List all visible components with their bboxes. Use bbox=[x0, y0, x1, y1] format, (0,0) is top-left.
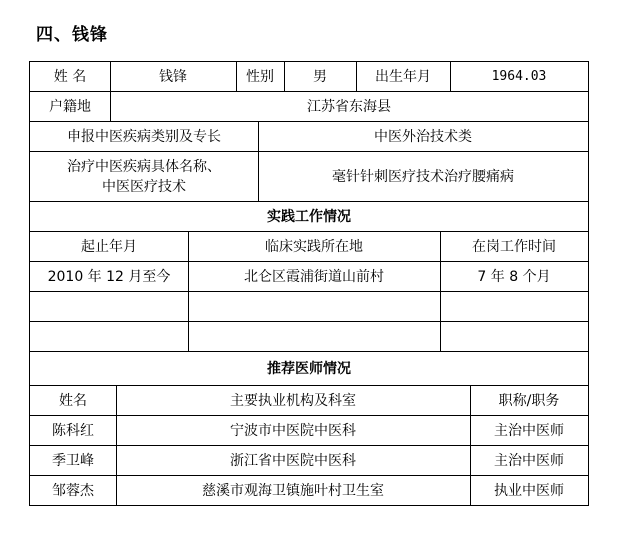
hukou-value: 江苏省东海县 bbox=[307, 99, 391, 115]
practice-header-period: 起止年月 bbox=[81, 239, 137, 255]
recommender-header-institution: 主要执业机构及科室 bbox=[230, 393, 356, 409]
recommender-title: 主治中医师 bbox=[494, 453, 564, 469]
treatment-value: 毫针针刺医疗技术治疗腰痛病 bbox=[332, 169, 514, 185]
table-grid-line bbox=[29, 201, 589, 202]
table-grid-line bbox=[29, 261, 589, 262]
recommender-name: 季卫峰 bbox=[52, 453, 94, 469]
table-grid-line bbox=[29, 385, 589, 386]
practice-empty-cell bbox=[30, 322, 188, 352]
recommender-name: 邹蓉杰 bbox=[52, 483, 94, 499]
birth-label: 出生年月 bbox=[375, 69, 431, 85]
practice-empty-cell bbox=[440, 322, 588, 352]
practice-row-location: 北仑区霞浦街道山前村 bbox=[244, 269, 384, 285]
category-value: 中医外治技术类 bbox=[374, 129, 472, 145]
table-grid-line bbox=[236, 61, 237, 91]
table-grid-line bbox=[29, 231, 589, 232]
name-label: 姓 名 bbox=[53, 69, 87, 85]
recommender-title: 主治中医师 bbox=[494, 423, 564, 439]
table-grid-line bbox=[29, 475, 589, 476]
gender-label: 性别 bbox=[246, 69, 274, 85]
recommender-header-name: 姓名 bbox=[59, 393, 87, 409]
table-grid-line bbox=[29, 121, 589, 122]
section-heading: 四、钱锋 bbox=[36, 25, 108, 45]
table-grid-line bbox=[440, 231, 441, 352]
table-grid-line bbox=[29, 91, 589, 92]
table-border-left bbox=[29, 61, 30, 506]
practice-empty-cell bbox=[30, 292, 188, 322]
treatment-label-line2: 中医医疗技术 bbox=[102, 179, 186, 195]
birth-value: 1964.03 bbox=[491, 69, 547, 84]
table-grid-line bbox=[29, 415, 589, 416]
treatment-label bbox=[30, 152, 258, 202]
table-border-right bbox=[588, 61, 589, 506]
table-grid-line bbox=[29, 351, 589, 352]
category-label: 申报中医疾病类别及专长 bbox=[67, 129, 221, 145]
practice-header-duration: 在岗工作时间 bbox=[472, 239, 556, 255]
table-grid-line bbox=[284, 61, 285, 91]
recommenders-title: 推荐医师情况 bbox=[267, 361, 351, 377]
table-grid-line bbox=[29, 151, 589, 152]
practice-empty-cell bbox=[188, 322, 440, 352]
recommender-institution: 浙江省中医院中医科 bbox=[230, 453, 356, 469]
table-grid-line bbox=[29, 321, 589, 322]
gender-value: 男 bbox=[313, 69, 327, 85]
practice-row-duration: 7 年 8 个月 bbox=[477, 269, 551, 285]
practice-empty-cell bbox=[440, 292, 588, 322]
table-border-top bbox=[29, 61, 589, 62]
practice-title: 实践工作情况 bbox=[267, 209, 351, 225]
table-grid-line bbox=[29, 445, 589, 446]
table-grid-line bbox=[116, 385, 117, 506]
table-border-bottom bbox=[29, 505, 589, 506]
table-grid-line bbox=[188, 231, 189, 352]
table-grid-line bbox=[356, 61, 357, 91]
practice-row-period: 2010 年 12 月至今 bbox=[47, 269, 171, 285]
table-grid-line bbox=[258, 121, 259, 202]
recommender-title: 执业中医师 bbox=[494, 483, 564, 499]
table-grid-line bbox=[29, 291, 589, 292]
recommender-institution: 慈溪市观海卫镇施叶村卫生室 bbox=[202, 483, 384, 499]
recommender-institution: 宁波市中医院中医科 bbox=[230, 423, 356, 439]
practice-header-location: 临床实践所在地 bbox=[265, 239, 363, 255]
hukou-label: 户籍地 bbox=[49, 99, 91, 115]
table-grid-line bbox=[110, 61, 111, 122]
table-grid-line bbox=[470, 385, 471, 506]
recommender-name: 陈科红 bbox=[52, 423, 94, 439]
name-value: 钱锋 bbox=[159, 69, 187, 85]
treatment-label-line1: 治疗中医疾病具体名称、 bbox=[67, 159, 221, 175]
recommender-header-title: 职称/职务 bbox=[498, 393, 560, 409]
practice-empty-cell bbox=[188, 292, 440, 322]
table-grid-line bbox=[450, 61, 451, 91]
